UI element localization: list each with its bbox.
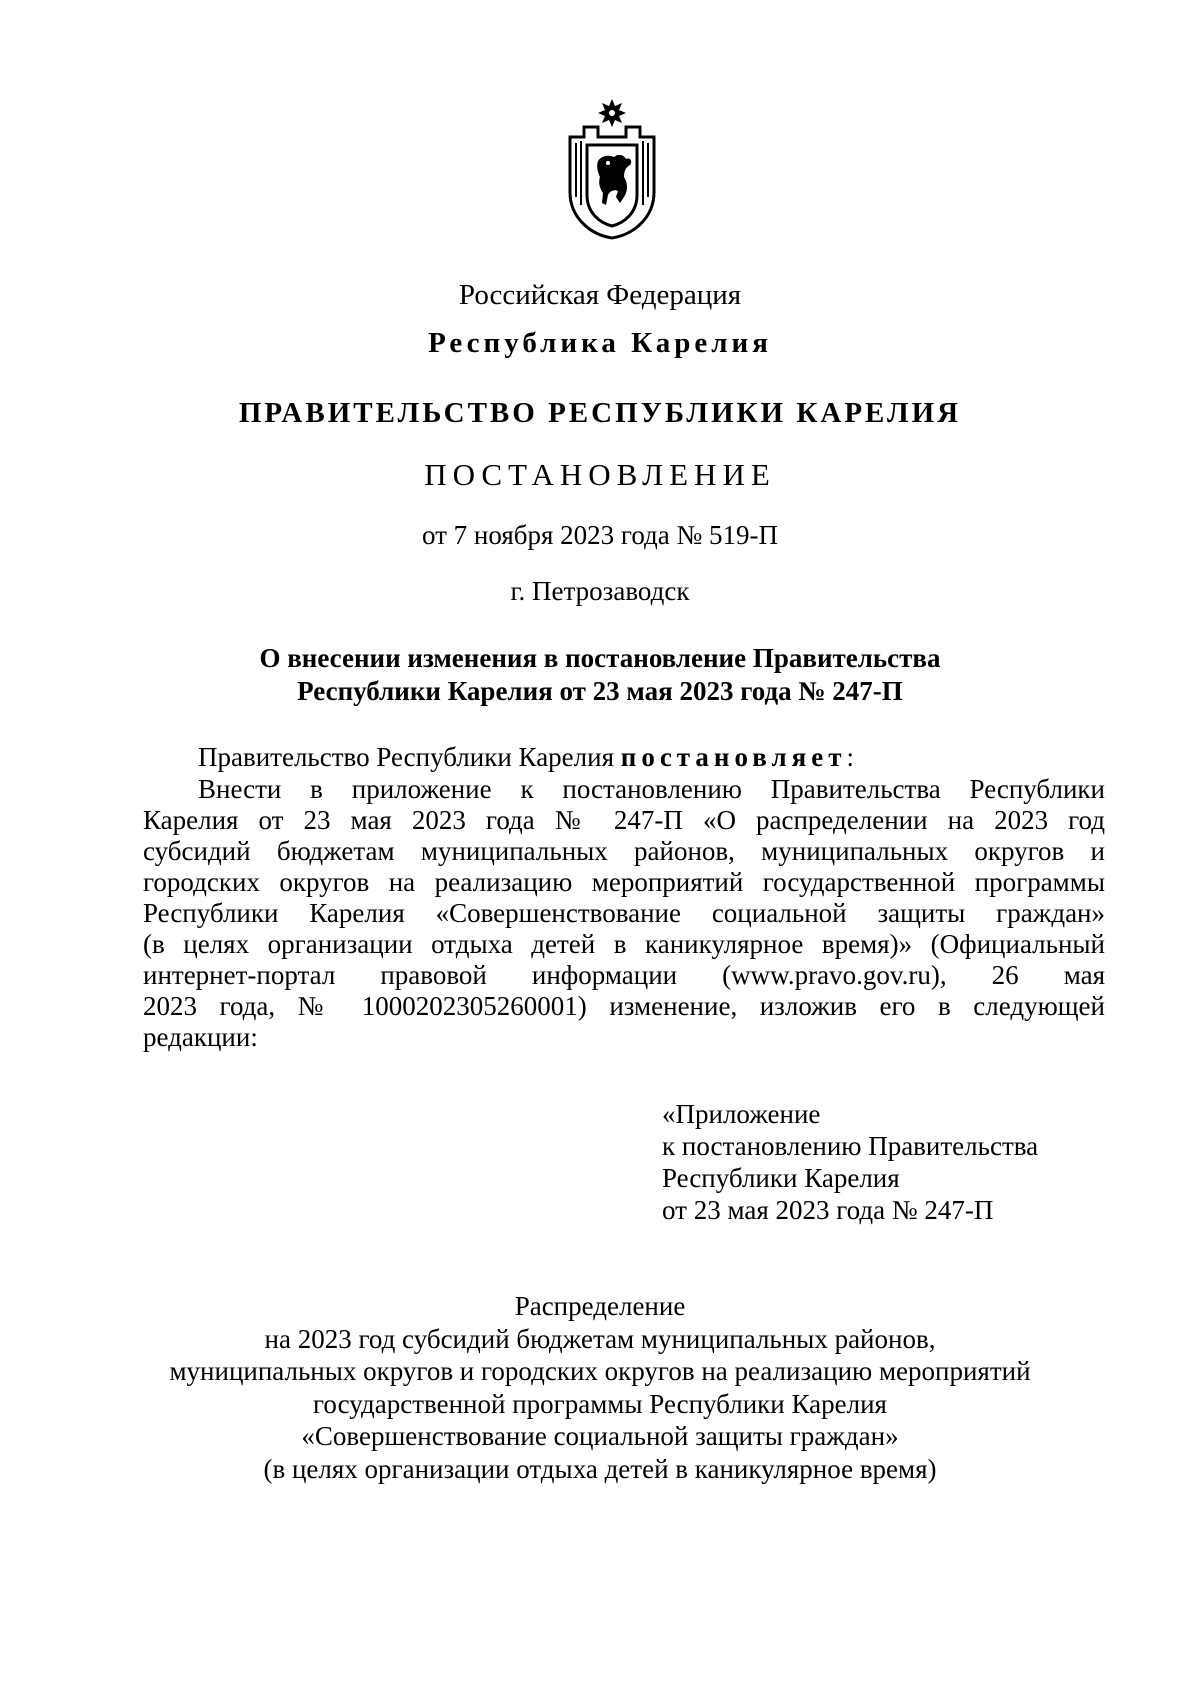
distribution-line: Распределение [514,1291,686,1321]
distribution-line: на 2023 год субсидий бюджетам муниципальных районов, [264,1323,936,1354]
intro-emphasis: постановляет [620,742,847,772]
body-line: интернет-портал правовой информации (www.pravo.gov.ru), 26 мая [143,960,1105,990]
distribution-line: муниципальных округов и городских округов на реализацию мероприятий [169,1356,1031,1386]
intro-line [198,742,854,773]
coat-of-arms-icon [562,97,662,240]
document-type: ПОСТАНОВЛЕНИЕ [424,457,776,492]
distribution-line: государственной программы Республики Карелия [313,1388,887,1419]
body-line: городских округов на реализацию мероприятий государственной программы [143,867,1105,897]
body-line: 2023 года, № 1000202305260001) изменение, изложив его в следующей [143,991,1105,1021]
government-name: ПРАВИТЕЛЬСТВО РЕСПУБЛИКИ КАРЕЛИЯ [238,397,962,429]
appendix-header [662,1098,1038,1226]
country-name: Российская Федерация [458,279,742,311]
subject-line: О внесении изменения в постановление Правительства [259,643,941,673]
body-line: (в целях организации отдыха детей в каникулярное время)» (Официальный [143,929,1105,959]
republic-name: Республика Карелия [428,327,772,359]
appendix-line: «Приложение [662,1099,821,1129]
decree-date-number: от 7 ноября 2023 года № 519-П [421,520,779,550]
decree-subject [0,642,1200,708]
distribution-line: «Совершенствование социальной защиты граждан» [301,1421,899,1451]
intro-colon: : [846,742,855,772]
body-line: Карелия от 23 мая 2023 года № 247-П «О распределении на 2023 год [143,805,1105,835]
appendix-line: от 23 мая 2023 года № 247-П [662,1195,994,1225]
distribution-line: (в целях организации отдыха детей в каникулярное время) [263,1453,937,1484]
body-line: Республики Карелия «Совершенствование социальной защиты граждан» [143,898,1105,928]
body-line: субсидий бюджетам муниципальных районов, муниципальных округов и [143,836,1105,866]
body-line: редакции: [143,1022,258,1052]
appendix-line: Республики Карелия [662,1163,900,1193]
subject-line: Республики Карелия от 23 мая 2023 года № 247-П [297,676,903,706]
body-line: Внести в приложение к постановлению Правительства Республики [198,774,1105,804]
city-name: г. Петрозаводск [510,576,690,606]
appendix-line: к постановлению Правительства [662,1131,1039,1161]
intro-text: Правительство Республики Карелия [198,742,621,772]
distribution-title [0,1290,1200,1485]
